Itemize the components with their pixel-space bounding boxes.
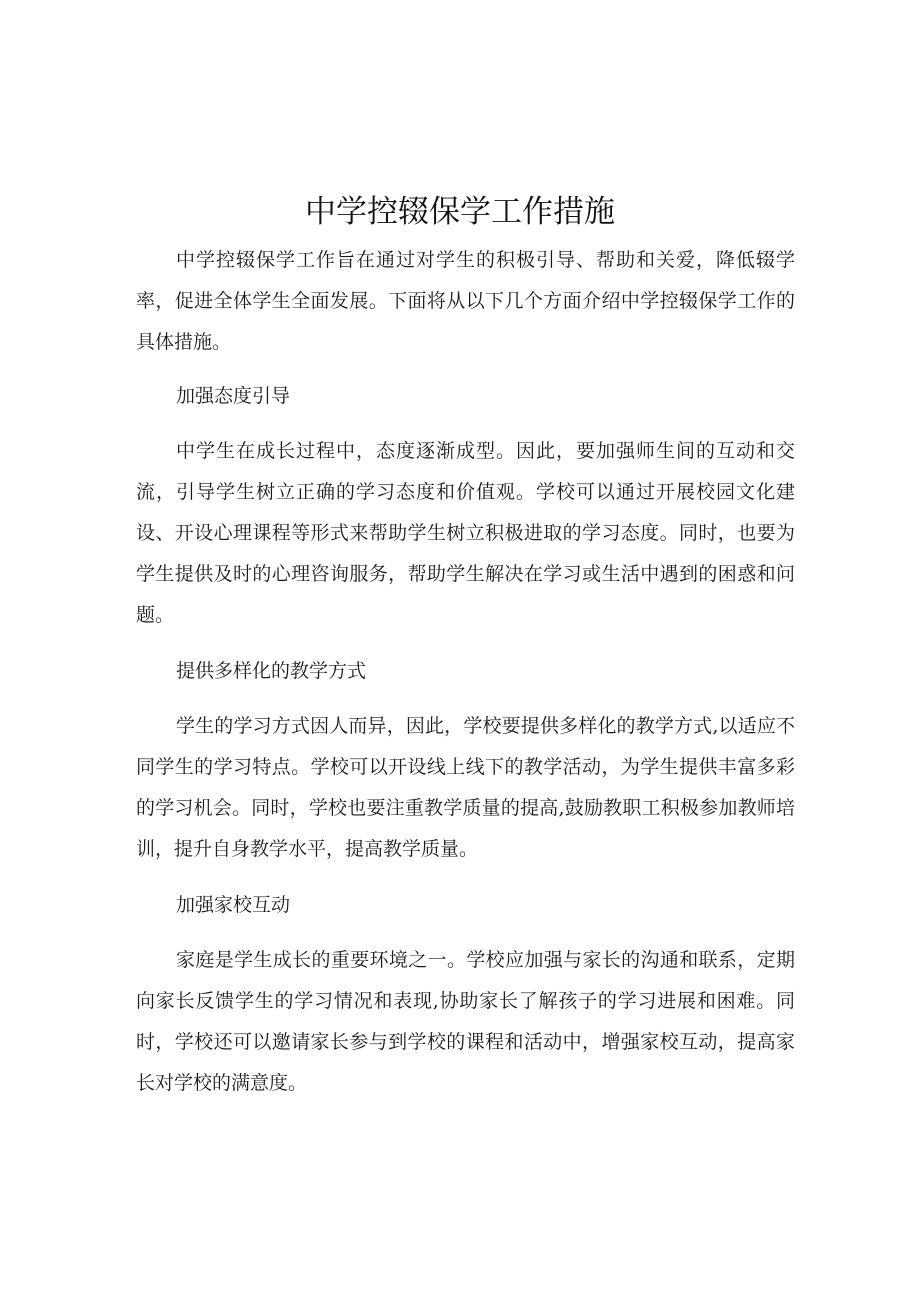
page-title: 中学控辍保学工作措施 xyxy=(305,194,615,230)
section-heading-attitude: 加强态度引导 xyxy=(176,385,291,407)
section-body-home-school: 家庭是学生成长的重要环境之一。学校应加强与家长的沟通和联系，定期向家长反馈学生的学习情况和表现,协助家长了解孩子的学习进展和困难。同时，学校还可以邀请家长参与到学校的课程和活动中，增强家校互动，提高家长对学校的满意度。 xyxy=(136,949,795,1094)
section-body-attitude: 中学生在成长过程中，态度逐渐成型。因此，要加强师生间的互动和交流，引导学生树立正确的学习态度和价值观。学校可以通过开展校园文化建设、开设心理课程等形式来帮助学生树立积极进取的学习态度。同时，也要为学生提供及时的心理咨询服务，帮助学生解决在学习或生活中遇到的困惑和问题。 xyxy=(136,440,795,626)
section-heading-teaching: 提供多样化的教学方式 xyxy=(176,660,367,682)
intro-paragraph: 中学控辍保学工作旨在通过对学生的积极引导、帮助和关爱，降低辍学率，促进全体学生全面发展。下面将从以下几个方面介绍中学控辍保学工作的具体措施。 xyxy=(136,249,795,353)
section-body-teaching: 学生的学习方式因人而异，因此，学校要提供多样化的教学方式,以适应不同学生的学习特点。学校可以开设线上线下的教学活动，为学生提供丰富多彩的学习机会。同时，学校也要注重教学质量的提高,鼓励教职工积极参加教师培训，提升自身教学水平，提高教学质量。 xyxy=(136,715,795,860)
section-heading-home-school: 加强家校互动 xyxy=(176,894,291,916)
